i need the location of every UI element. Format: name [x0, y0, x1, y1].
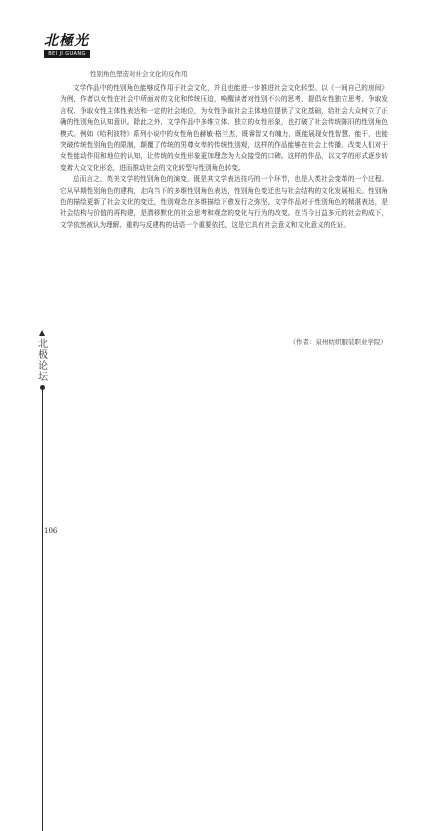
magazine-logo	[44, 34, 108, 60]
article-body	[60, 83, 388, 231]
sidebar-rule	[42, 386, 43, 831]
author-note: （作者：泉州纺织服装职业学院）	[289, 338, 387, 346]
section-title: 性别角色塑造对社会文化的反作用	[90, 70, 188, 78]
column-label: 北极论坛	[38, 339, 48, 383]
logo-subtitle: BEI JI GUANG	[44, 50, 90, 58]
triangle-marker-icon	[39, 330, 45, 336]
paragraph: 文学作品中的性别角色能够反作用于社会文化，并且也能进一步推进社会文化转型。以《一间自己的房间》为例，作者以女性在社会中所面对的文化和传统压迫，唤醒读者对性别不公的思考，提倡女性独立思考、争取发言权、争取女性主体性表达和一定的社会地位，为女性争取社会主体地位提供了文化基础，给社会大众树立了正确的性别角色认知意识。除此之外，文学作品中多维立体、独立的女性形象，也打破了社会传统陈旧的性别角色模式。例如《哈利波特》系列小说中的女性角色赫敏·格兰杰，既睿智又有魄力，既能展现女性智慧、能干，也能突破传统性别角色的限制，颠覆了传统的男尊女卑的传统性别观，这样的作品能够在社会上传播，改变人们对于女性能动作用和地位的认知，让传统的女性形象更加理念为大众接受的口碑。这样的作品，以文学的形式逐步转变着大众文化形态，进而推动社会的文化转型与性别角色转变。	[60, 84, 388, 172]
paragraph: 总而言之，英美文学的性别角色的演变，既是其文学表达技巧的一个环节，也是人类社会变革的一个过程。它从早期性别角色的建构，走向当下的多维性别角色表达，性别角色变迁也与社会结构的文化发展相关。性别角色的描绘更新了社会文化的变迁，性别观念在多维描绘下愈发行之弥坚。文学作品对于性别角色的精湛表达，是社会结构与价值的再构建，是潜移默化的社会思考和观念的变化与行为的改变。在当今日益多元的社会构成下，文学依然被认为理解、重构与反建构的话语一个重要依托，这是它具有社会意义和文化意义的佐证。	[60, 175, 388, 229]
logo-title: 北極光	[44, 33, 89, 49]
page-number: 106	[44, 527, 58, 535]
